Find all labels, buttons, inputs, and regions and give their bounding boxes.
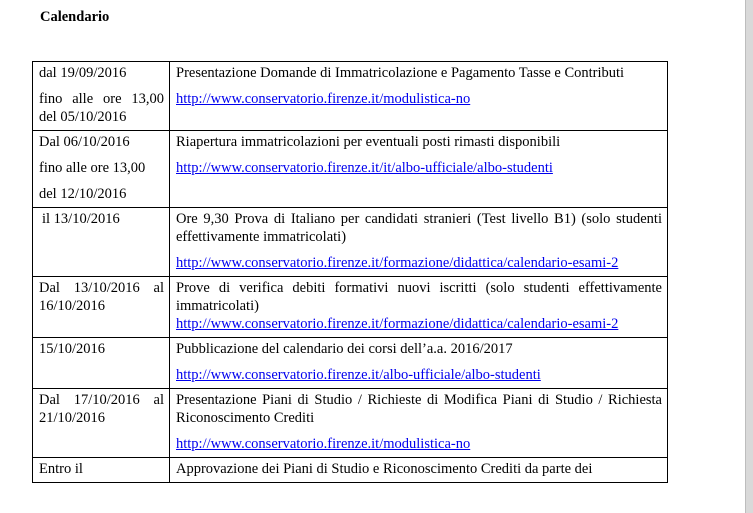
description-text: Pubblicazione del calendario dei corsi dell’a.a. 2016/2017 [176,341,513,357]
calendar-table [32,61,668,483]
description-cell [170,338,668,389]
date-line: 15/10/2016 [39,341,106,357]
table-row [33,338,668,389]
date-cell [33,131,170,208]
table-row [33,277,668,338]
table-row [33,208,668,277]
description-text: Presentazione Piani di Studio / Richieste di Modifica Piani di Studio / Richiesta Riconoscimento Crediti [176,392,662,426]
description-text: Riapertura immatricolazioni per eventuali posti rimasti disponibili [176,134,561,150]
table-row [33,458,668,483]
date-cell [33,208,170,277]
date-cell [33,338,170,389]
date-cell [33,458,170,483]
description-cell [170,208,668,277]
description-text: Prove di verifica debiti formativi nuovi iscritti (solo studenti effettivamente immatricolati) [176,280,662,314]
viewer-background [745,0,753,513]
hyperlink[interactable]: http://www.conservatorio.firenze.it/it/albo-ufficiale/albo-studenti [176,160,553,176]
date-line: fino alle ore 13,00 del 05/10/2016 [39,91,164,125]
date-line: Dal 17/10/2016 al 21/10/2016 [39,392,164,426]
date-cell [33,389,170,458]
description-cell [170,277,668,338]
table-row [33,62,668,131]
table-row [33,389,668,458]
date-line: il 13/10/2016 [42,211,120,227]
date-line: fino alle ore 13,00 [39,160,146,176]
date-line: Entro il [39,461,83,477]
date-line: Dal 06/10/2016 [39,134,130,150]
description-cell [170,389,668,458]
table-row [33,131,668,208]
date-cell [33,277,170,338]
date-cell [33,62,170,131]
description-cell [170,131,668,208]
hyperlink[interactable]: http://www.conservatorio.firenze.it/formazione/didattica/calendario-esami-2 [176,316,619,332]
hyperlink[interactable]: http://www.conservatorio.firenze.it/formazione/didattica/calendario-esami-2 [176,255,619,271]
hyperlink[interactable]: http://www.conservatorio.firenze.it/modulistica-no [176,91,471,107]
description-text: Approvazione dei Piani di Studio e Riconoscimento Crediti da parte dei [176,461,593,477]
description-cell [170,458,668,483]
description-cell [170,62,668,131]
date-line: dal 19/09/2016 [39,65,127,81]
hyperlink[interactable]: http://www.conservatorio.firenze.it/modulistica-no [176,436,471,452]
section-heading: Calendario [40,9,110,25]
date-line: del 12/10/2016 [39,186,127,202]
hyperlink[interactable]: http://www.conservatorio.firenze.it/albo-ufficiale/albo-studenti [176,367,541,383]
description-text: Ore 9,30 Prova di Italiano per candidati stranieri (Test livello B1) (solo studenti effettivamente immatricolati) [176,211,662,245]
date-line: Dal 13/10/2016 al 16/10/2016 [39,280,164,314]
description-text: Presentazione Domande di Immatricolazione e Pagamento Tasse e Contributi [176,65,625,81]
